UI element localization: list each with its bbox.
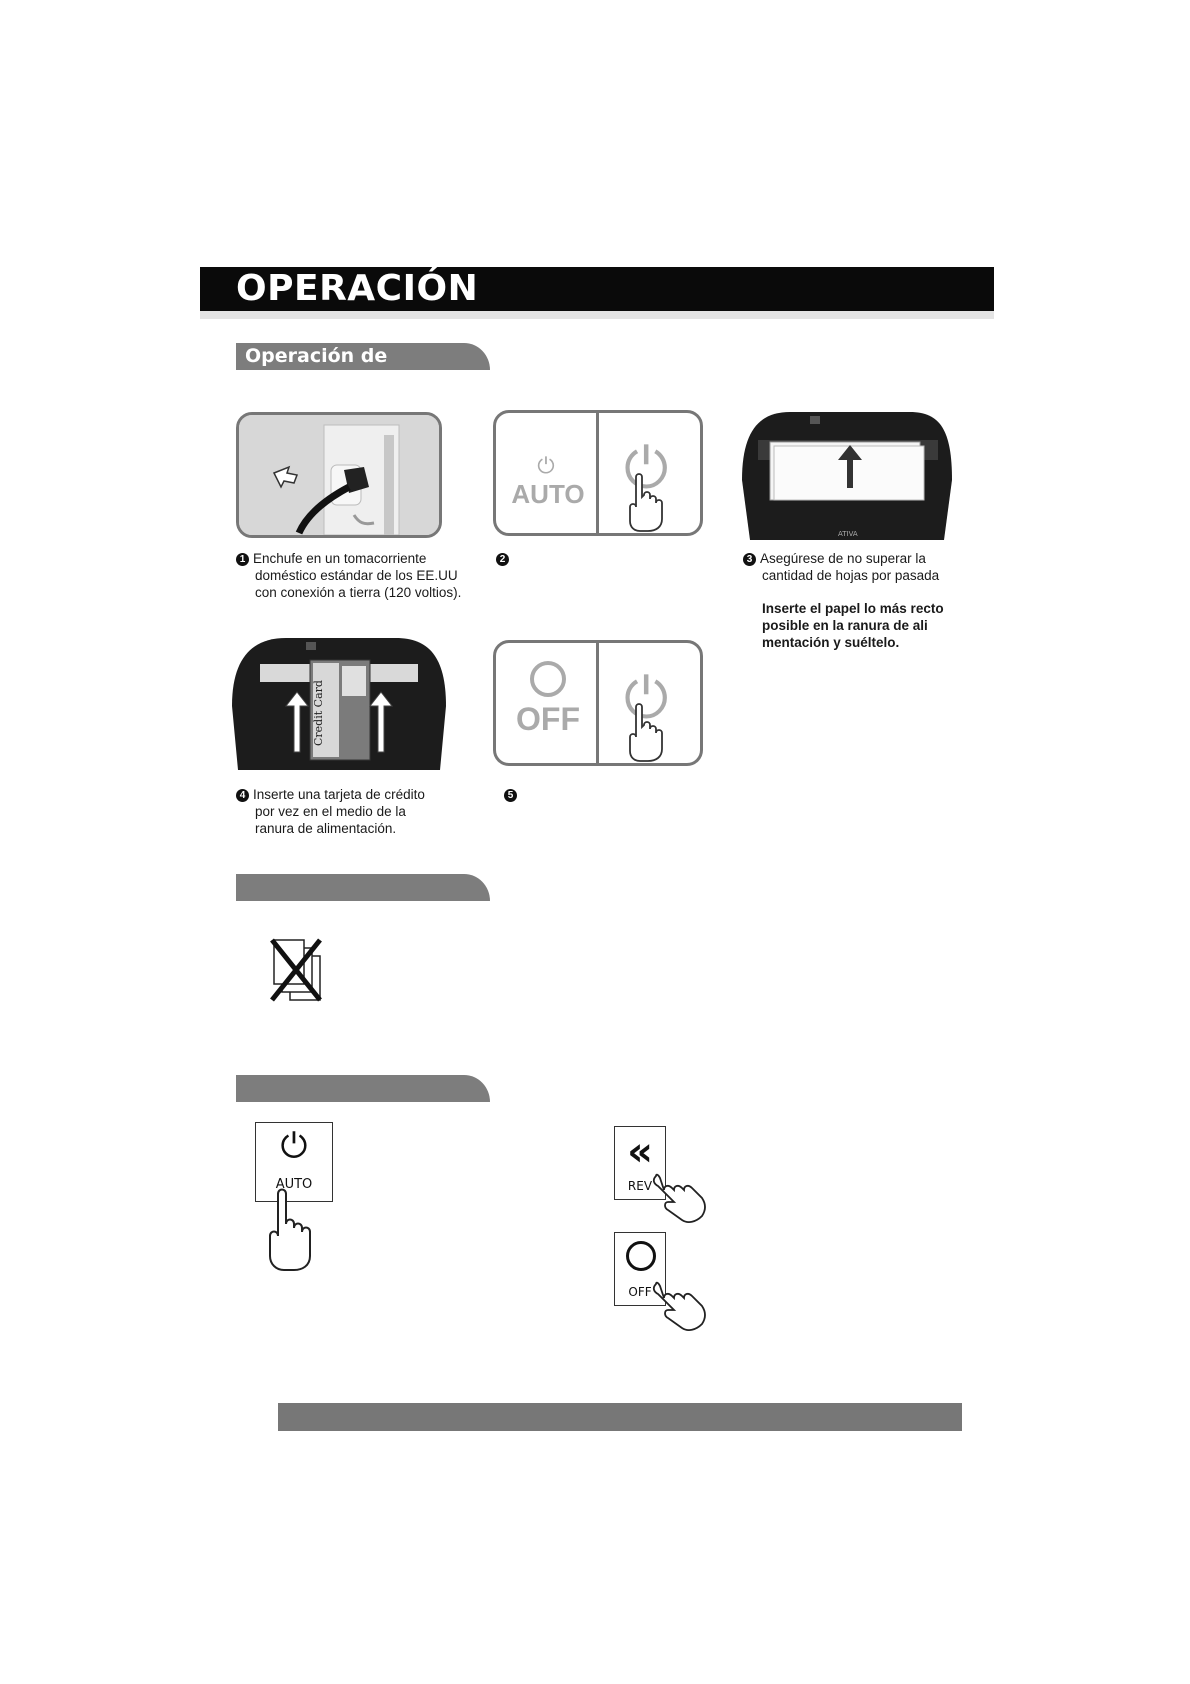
off-circle-icon xyxy=(626,1241,656,1271)
power-icon: ⏻ xyxy=(280,1126,308,1166)
section-tab-3 xyxy=(236,1075,490,1102)
section-tab-label: Operación de triturado: xyxy=(245,345,388,389)
hand-pointer-icon xyxy=(626,473,666,533)
panel-divider xyxy=(596,643,599,763)
power-icon: ⏻ xyxy=(537,453,555,478)
page-title: OPERACIÓN xyxy=(236,268,479,309)
off-circle-icon xyxy=(530,661,566,697)
rev-button-label: REV xyxy=(627,1179,653,1193)
page-title-bar xyxy=(200,267,994,311)
step3-shredder-paper-image xyxy=(730,410,964,540)
section-tab-shredding xyxy=(236,343,490,389)
step2-auto-panel-image xyxy=(493,410,703,536)
section-tab-2 xyxy=(236,874,490,901)
hand-pointer-icon xyxy=(652,1280,708,1332)
step1-outlet-image xyxy=(236,412,442,538)
power-large-icon: ⏻ xyxy=(624,436,669,499)
hand-pointer-icon xyxy=(652,1172,708,1224)
step5-caption xyxy=(504,786,544,803)
step1-caption: 1 Enchufe en un tomacorriente doméstico estándar de los EE.UU con conexión a tierra (120 voltios). xyxy=(236,550,466,601)
power-large-icon: ⏻ xyxy=(624,666,669,729)
brand-logo: ATIVA xyxy=(838,530,858,538)
off-button-label: OFF xyxy=(628,1285,652,1299)
step4-number: 4 xyxy=(236,789,249,802)
card-text: Credit Card xyxy=(312,680,325,746)
off-label: OFF xyxy=(516,701,580,737)
step5-off-panel-image xyxy=(493,640,703,766)
step4-credit-card-image xyxy=(230,636,448,770)
step1-number: 1 xyxy=(236,553,249,566)
step3-number: 3 xyxy=(743,553,756,566)
title-bar-shadow xyxy=(200,311,994,319)
step2-caption xyxy=(496,550,536,567)
auto-label: AUTO xyxy=(511,479,585,509)
hand-pointer-icon xyxy=(626,703,666,763)
double-chevron-left-icon: « xyxy=(627,1129,653,1175)
hand-pointer-icon xyxy=(266,1188,318,1272)
step4-caption: 4 Inserte una tarjeta de crédito por vez en el medio de la ranura de alimentación. xyxy=(236,786,466,837)
step5-number: 5 xyxy=(504,789,517,802)
panel-divider xyxy=(596,413,599,533)
no-staples-paper-icon xyxy=(268,938,328,1004)
step3-caption: 3 Asegúrese de no superar la cantidad de hojas por pasada Inserte el papel lo más recto posible en la ranura de ali mentación y suéltelo. xyxy=(762,550,982,651)
step2-number: 2 xyxy=(496,553,509,566)
footer-bar xyxy=(278,1403,962,1431)
auto-button-label: AUTO xyxy=(275,1177,313,1192)
